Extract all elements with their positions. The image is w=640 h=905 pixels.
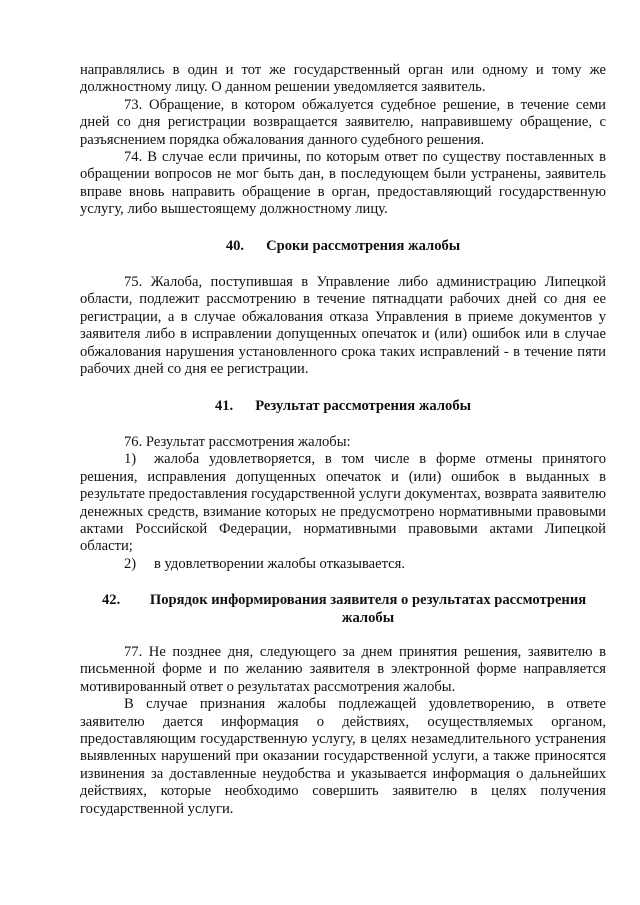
section-heading-41 — [80, 398, 606, 415]
section-number-42: 42. — [102, 592, 121, 609]
paragraph-76: 76. Результат рассмотрения жалобы: — [124, 433, 351, 450]
list-item-76-1 — [80, 451, 606, 555]
section-title-42: Порядок информирования заявителя о результатах рассмотрения жалобы — [149, 592, 587, 626]
paragraph-74: 74. В случае если причины, по которым ответ по существу поставленных в обращении вопросов не мог быть дан, в последующем были устранены, заявитель вправе вновь направить обращение в орган, предоставляющий государственную услугу, либо вышестоящему должностному лицу. — [80, 149, 606, 218]
list-item-76-2 — [80, 556, 606, 573]
document-page — [80, 62, 606, 818]
section-heading-40 — [80, 238, 606, 255]
list-marker-1: 1) — [124, 451, 137, 468]
section-number-40: 40. — [225, 237, 245, 254]
paragraph-77: 77. Не позднее дня, следующего за днем принятия решения, заявителю в письменной форме и по желанию заявителя в электронной форме направляется мотивированный ответ о результатах рассмотрения жалобы. — [80, 643, 606, 695]
paragraph-continuation: направлялись в один и тот же государственный орган или одному и тому же должностному лицу. О данном решении уведомляется заявитель. — [80, 62, 606, 96]
paragraph-75: 75. Жалоба, поступившая в Управление либо администрацию Липецкой области, подлежит рассмотрению в течение пятнадцати рабочих дней со дня ее регистрации, а в случае обжалования отказа Управления в приеме документов у заявителя либо в исправлении допущенных опечаток и (или) ошибок или в случае обжалования нарушения установленного срока таких исправлений - в течение пяти рабочих дней со дня ее регистрации. — [80, 274, 606, 378]
section-heading-42 — [80, 592, 606, 627]
paragraph-73: 73. Обращение, в котором обжалуется судебное решение, в течение семи дней со дня регистрации возвращается заявителю, направившему обращение, с разъяснением порядка обжалования данного судебного решения. — [80, 96, 606, 148]
paragraph-77-b: В случае признания жалобы подлежащей удовлетворению, в ответе заявителю дается информация о действиях, осуществляемых органом, предоставляющим государственную услугу, в целях незамедлительного устранения выявленных нарушений при оказании государственной услуги, а также приносятся извинения за доставленные неудобства и указывается информация о дальнейших действиях, которые необходимо совершить заявителю в целях получения государственной услуги. — [80, 696, 606, 817]
list-marker-2: 2) — [124, 555, 137, 572]
list-text-1: жалоба удовлетворяется, в том числе в форме отмены принятого решения, исправления допущенных опечаток и (или) ошибок в выданных в результате предоставления государственной услуги документах, возврата заявителю денежных средств, взимание которых не предусмотрено нормативными правовыми актами Российской Федерации, нормативными правовыми актами Липецкой области; — [80, 451, 606, 555]
section-title-41: Результат рассмотрения жалобы — [255, 397, 472, 414]
list-text-2: в удовлетворении жалобы отказывается. — [154, 555, 406, 572]
section-title-40: Сроки рассмотрения жалобы — [266, 237, 461, 254]
section-number-41: 41. — [214, 397, 234, 414]
